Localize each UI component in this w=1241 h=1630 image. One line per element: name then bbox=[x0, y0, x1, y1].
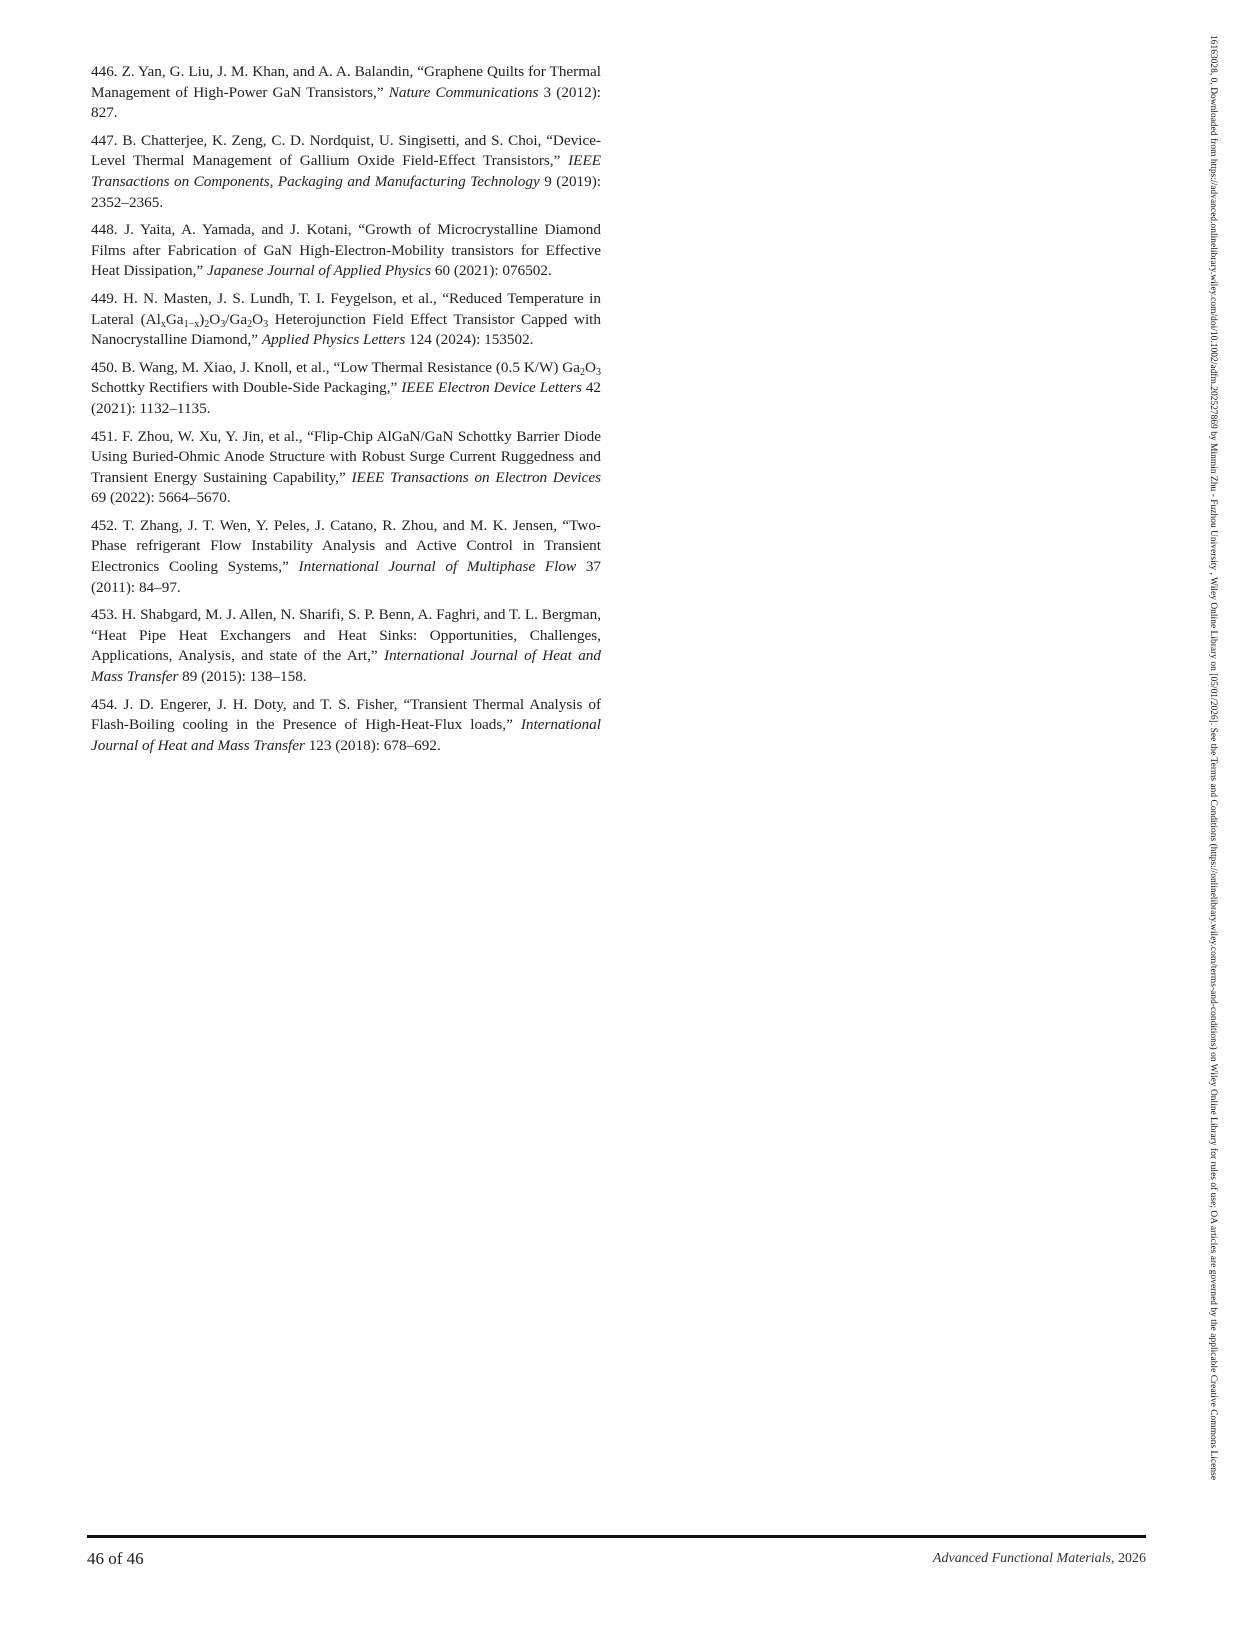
reference-text: ) bbox=[199, 310, 205, 328]
reference-item bbox=[91, 289, 601, 351]
reference-text: H. N. Masten, J. S. Lundh, T. I. Feygelson, et al., “Reduced Temperature in Lateral (Al bbox=[91, 289, 601, 328]
reference-item bbox=[91, 516, 601, 598]
reference-number: 452. bbox=[91, 516, 118, 534]
footer-divider bbox=[87, 1535, 1146, 1538]
subscript: 3 bbox=[220, 318, 226, 330]
reference-number: 448. bbox=[91, 221, 118, 239]
reference-text: J. Yaita, A. Yamada, and J. Kotani, “Growth of Microcrystalline Diamond Films after Fabrication of GaN High-Electron-Mobility transistors for Effective Heat Dissipation,” bbox=[91, 221, 601, 280]
page-number: 46 of 46 bbox=[87, 1549, 144, 1568]
journal-title: IEEE Transactions on Components, Packaging and Manufacturing Technology bbox=[91, 152, 601, 190]
reference-text: O bbox=[585, 358, 596, 376]
reference-item bbox=[91, 605, 601, 687]
reference-text: Heterojunction Field Effect Transistor Capped with Nanocrystalline Diamond,” bbox=[91, 310, 601, 349]
journal-title: International Journal of Heat and Mass Transfer bbox=[91, 647, 601, 686]
reference-text: Z. Yan, G. Liu, J. M. Khan, and A. A. Balandin, “Graphene Quilts for Thermal Management of High-Power GaN Transistors,” bbox=[91, 63, 601, 101]
reference-text: B. Chatterjee, K. Zeng, C. D. Nordquist, U. Singisetti, and S. Choi, “Device-Level Thermal Management of Gallium Oxide Field-Effect Transistors,” bbox=[91, 131, 601, 170]
journal-title: Japanese Journal of Applied Physics bbox=[207, 262, 432, 280]
reference-text: Ga bbox=[165, 310, 184, 328]
reference-text: 60 (2021): 076502. bbox=[431, 262, 552, 280]
reference-text: B. Wang, M. Xiao, J. Knoll, et al., “Low Thermal Resistance (0.5 K/W) Ga bbox=[117, 358, 581, 376]
journal-year: , 2026 bbox=[1111, 1551, 1146, 1566]
reference-text: H. Shabgard, M. J. Allen, N. Sharifi, S. P. Benn, A. Faghri, and T. L. Bergman, “Heat Pipe Heat Exchangers and Heat Sinks: Opportunities, Challenges, Applications, Analysis, and state of the Art,” bbox=[91, 606, 601, 665]
reference-text: 37 (2011): 84–97. bbox=[91, 558, 602, 596]
reference-text: O bbox=[209, 310, 221, 328]
reference-text: Schottky Rectifiers with Double-Side Packaging,” bbox=[91, 379, 402, 397]
reference-item bbox=[91, 358, 601, 420]
reference-item bbox=[91, 220, 601, 282]
reference-text: 3 (2012): 827. bbox=[91, 83, 601, 122]
reference-text: F. Zhou, W. Xu, Y. Jin, et al., “Flip-Chip AlGaN/GaN Schottky Barrier Diode Using Buried-Ohmic Anode Structure with Robust Surge Current Ruggedness and Transient Energy Sustaining Capability,” bbox=[91, 427, 601, 486]
reference-text: 123 (2018): 678–692. bbox=[304, 736, 441, 754]
reference-number: 450. bbox=[91, 358, 118, 376]
reference-number: 447. bbox=[91, 131, 118, 149]
download-notice: 16163028, 0, Downloaded from https://advanced.onlinelibrary.wiley.com/doi/10.1002/adfm.202527869 by Minmin Zhu - Fuzhou University , Wiley Online Library on [05/01/2026]. See the Terms and Conditions (https://onlinelibrary.wiley.com/terms-and-conditions) on Wiley Online Library for rules of use; OA articles are governed by the applicable Creative Commons License bbox=[1208, 35, 1218, 1481]
reference-text: O bbox=[252, 310, 264, 328]
reference-text: T. Zhang, J. T. Wen, Y. Peles, J. Catano, R. Zhou, and M. K. Jensen, “Two-Phase refrigerant Flow Instability Analysis and Active Control in Transient Electronics Cooling Systems,” bbox=[91, 516, 601, 576]
reference-text: J. D. Engerer, J. H. Doty, and T. S. Fisher, “Transient Thermal Analysis of Flash-Boiling cooling in the Presence of High-Heat-Flux loads,” bbox=[91, 695, 601, 734]
subscript: 1−x bbox=[183, 318, 200, 330]
reference-text: 89 (2015): 138–158. bbox=[178, 668, 307, 686]
subscript: 2 bbox=[204, 318, 210, 330]
journal-title: Applied Physics Letters bbox=[261, 331, 406, 349]
journal-title: IEEE Transactions on Electron Devices bbox=[351, 468, 601, 486]
reference-text: 42 (2021): 1132–1135. bbox=[91, 379, 602, 417]
journal-title: IEEE Electron Device Letters bbox=[401, 379, 582, 397]
reference-number: 446. bbox=[91, 63, 118, 80]
reference-item bbox=[91, 131, 601, 213]
journal-title: International Journal of Multiphase Flow bbox=[298, 558, 577, 576]
journal-title: International Journal of Heat and Mass Transfer bbox=[91, 716, 601, 754]
reference-text: 9 (2019): 2352–2365. bbox=[91, 172, 601, 211]
journal-footer bbox=[933, 1551, 1146, 1567]
reference-item bbox=[91, 62, 601, 124]
journal-name: Advanced Functional Materials bbox=[932, 1551, 1111, 1566]
reference-item bbox=[91, 427, 601, 509]
reference-number: 451. bbox=[91, 427, 118, 445]
reference-number: 454. bbox=[91, 695, 118, 713]
reference-list bbox=[91, 62, 601, 763]
reference-item bbox=[91, 695, 601, 757]
journal-title: Nature Communications bbox=[388, 83, 539, 101]
subscript: 2 bbox=[580, 366, 586, 378]
reference-text: 69 (2022): 5664–5670. bbox=[91, 489, 231, 507]
reference-text: 124 (2024): 153502. bbox=[405, 331, 534, 349]
reference-text: /Ga bbox=[225, 310, 248, 328]
subscript: 2 bbox=[247, 318, 253, 330]
subscript: x bbox=[160, 318, 166, 330]
subscript: 3 bbox=[263, 318, 269, 330]
reference-number: 449. bbox=[91, 289, 118, 307]
reference-number: 453. bbox=[91, 606, 118, 624]
subscript: 3 bbox=[596, 366, 601, 378]
